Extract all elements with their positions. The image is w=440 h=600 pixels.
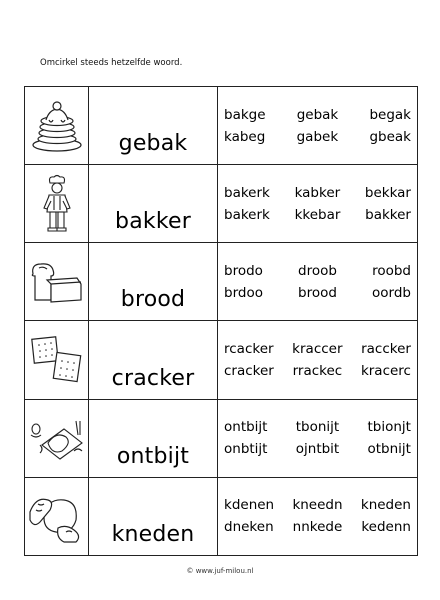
word-option[interactable]: onbtijt [224,441,268,458]
word-option[interactable]: nnkede [292,519,343,536]
pancake-stack-icon [31,98,83,154]
word-option[interactable]: gabek [296,128,339,145]
table-row [25,87,418,165]
word-option[interactable]: brodo [224,262,263,279]
word-search-table [24,86,418,556]
word-option[interactable]: bakker [365,206,411,223]
cracker-icon [29,334,85,386]
word-option[interactable]: tbionjt [367,419,411,436]
word-option[interactable]: kneden [360,497,411,514]
word-option[interactable]: droob [298,262,337,279]
baker-icon [42,174,72,234]
word-option[interactable]: roobd [372,262,411,279]
word-option[interactable]: kracerc [360,363,411,380]
target-word: gebak [118,131,188,157]
word-option[interactable]: kraccer [292,341,343,358]
word-option[interactable]: kedenn [361,519,411,536]
word-option[interactable]: raccker [361,341,411,358]
footer-credit: © www.juf-milou.nl [186,567,254,575]
word-option[interactable]: ontbijt [224,419,268,436]
table-row [25,243,418,321]
word-option[interactable]: brood [298,284,337,301]
word-option[interactable]: kabeg [224,128,266,145]
table-row [25,321,418,399]
target-word: bakker [115,209,191,235]
word-option[interactable]: bakge [224,106,266,123]
kneading-hands-icon [28,488,86,544]
table-row [25,399,418,477]
word-option[interactable]: begak [369,106,411,123]
target-word: ontbijt [116,443,190,469]
word-option[interactable]: gbeak [369,128,411,145]
word-option[interactable]: bakerk [224,206,270,223]
word-option[interactable]: oordb [372,284,411,301]
word-option[interactable]: kneedn [292,497,343,514]
word-option[interactable]: kabker [294,184,341,201]
word-option[interactable]: cracker [224,363,274,380]
word-option[interactable]: gebak [296,106,339,123]
word-option[interactable]: dneken [224,519,274,536]
breakfast-icon [28,415,86,461]
target-word: kneden [111,522,195,547]
word-option[interactable]: tbonijt [295,419,340,436]
target-word: brood [120,287,186,313]
instruction-text: Omcirkel steeds hetzelfde woord. [40,58,183,68]
word-option[interactable]: ojntbit [295,441,340,458]
word-option[interactable]: otbnijt [367,441,411,458]
target-word: cracker [111,365,195,391]
word-option[interactable]: bekkar [364,184,411,201]
word-option[interactable]: kdenen [224,497,275,514]
word-option[interactable]: rcacker [224,341,274,358]
word-option[interactable]: bakerk [224,184,270,201]
table-row [25,165,418,243]
word-option[interactable]: kkebar [294,206,341,223]
bread-icon [29,260,85,304]
table-row [25,477,418,555]
word-option[interactable]: rrackec [292,363,343,380]
word-option[interactable]: brdoo [224,284,263,301]
